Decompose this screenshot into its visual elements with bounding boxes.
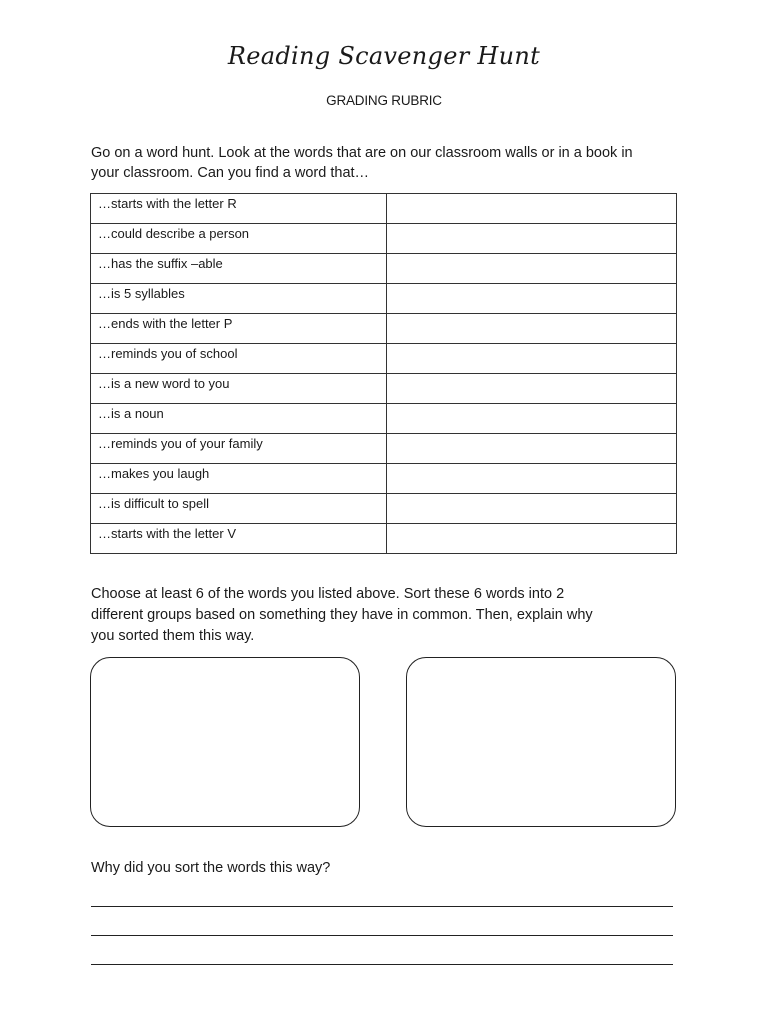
table-row xyxy=(91,524,677,554)
row-prompt: …starts with the letter R xyxy=(91,194,387,224)
row-answer-field[interactable] xyxy=(387,464,677,494)
row-answer-field[interactable] xyxy=(387,524,677,554)
table-row xyxy=(91,434,677,464)
word-hunt-table xyxy=(90,193,677,554)
table-row xyxy=(91,224,677,254)
row-prompt: …starts with the letter V xyxy=(91,524,387,554)
table-row xyxy=(91,494,677,524)
row-answer-field[interactable] xyxy=(387,494,677,524)
row-answer-field[interactable] xyxy=(387,254,677,284)
table-row xyxy=(91,344,677,374)
answer-line[interactable] xyxy=(91,935,673,936)
table-row xyxy=(91,404,677,434)
row-prompt: …is 5 syllables xyxy=(91,284,387,314)
row-answer-field[interactable] xyxy=(387,434,677,464)
row-answer-field[interactable] xyxy=(387,314,677,344)
group-two-box[interactable] xyxy=(406,657,676,827)
row-prompt: …is a noun xyxy=(91,404,387,434)
table-row xyxy=(91,254,677,284)
group-one-box[interactable] xyxy=(90,657,360,827)
table-row xyxy=(91,314,677,344)
row-answer-field[interactable] xyxy=(387,224,677,254)
page-title: Reading Scavenger Hunt xyxy=(227,42,541,70)
row-answer-field[interactable] xyxy=(387,344,677,374)
table-row xyxy=(91,464,677,494)
row-prompt: …reminds you of school xyxy=(91,344,387,374)
row-prompt: …has the suffix –able xyxy=(91,254,387,284)
reflection-question: Why did you sort the words this way? xyxy=(91,860,331,876)
table-row xyxy=(91,284,677,314)
row-prompt: …is difficult to spell xyxy=(91,494,387,524)
table-row xyxy=(91,374,677,404)
row-answer-field[interactable] xyxy=(387,404,677,434)
page-subtitle: GRADING RUBRIC xyxy=(326,93,442,108)
row-answer-field[interactable] xyxy=(387,194,677,224)
row-answer-field[interactable] xyxy=(387,374,677,404)
sort-instructions: Choose at least 6 of the words you listed above. Sort these 6 words into 2 different groups based on something they have in common. Then, explain why you sorted them this way. xyxy=(91,586,593,644)
answer-line[interactable] xyxy=(91,906,673,907)
row-prompt: …ends with the letter P xyxy=(91,314,387,344)
row-prompt: …could describe a person xyxy=(91,224,387,254)
row-answer-field[interactable] xyxy=(387,284,677,314)
table-row xyxy=(91,194,677,224)
row-prompt: …is a new word to you xyxy=(91,374,387,404)
row-prompt: …reminds you of your family xyxy=(91,434,387,464)
answer-line[interactable] xyxy=(91,964,673,965)
intro-text: Go on a word hunt. Look at the words that are on our classroom walls or in a book in your classroom. Can you find a word that… xyxy=(91,145,633,181)
row-prompt: …makes you laugh xyxy=(91,464,387,494)
